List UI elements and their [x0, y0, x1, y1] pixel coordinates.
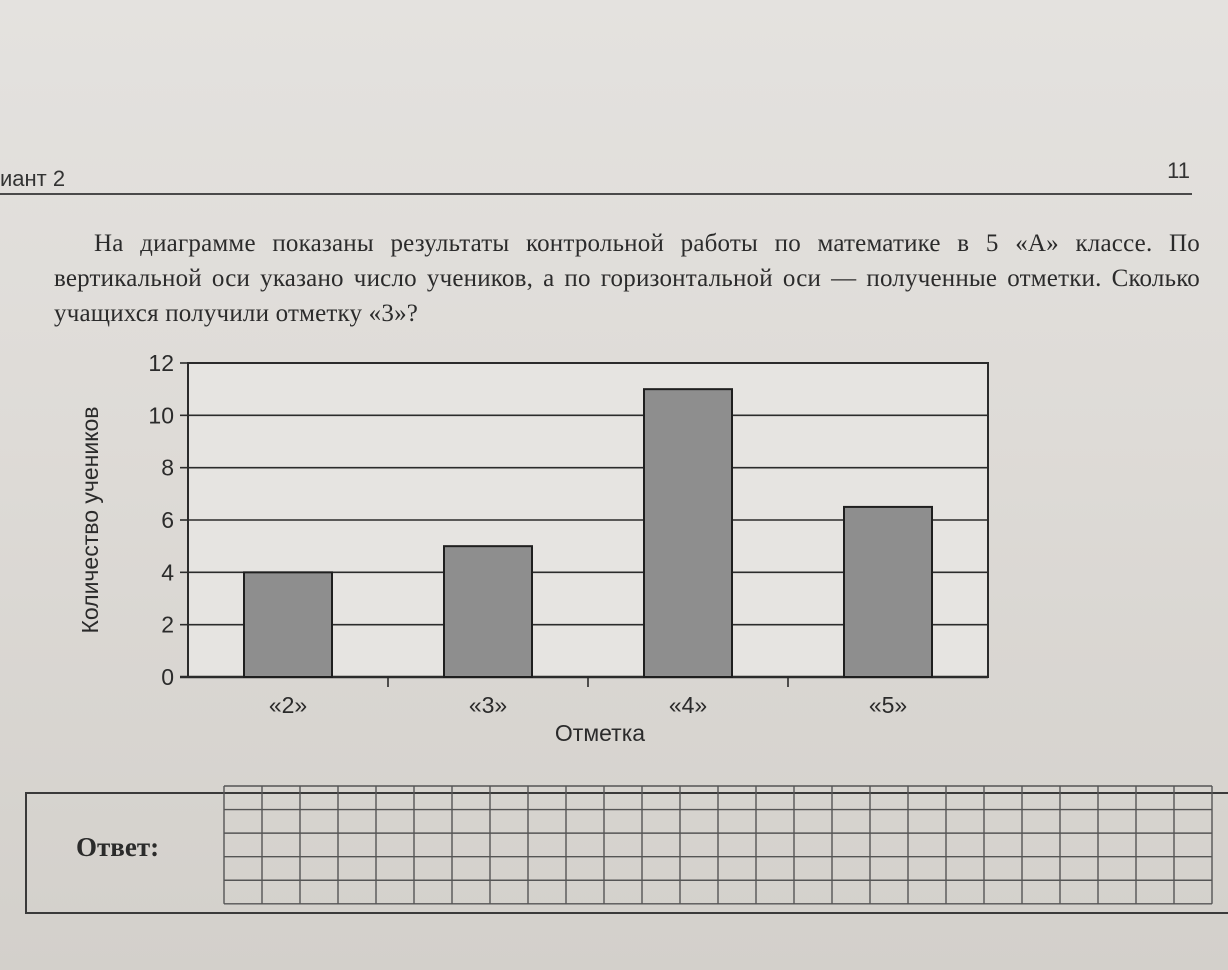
answer-label: Ответ:	[76, 832, 160, 862]
y-axis-label: Количество учеников	[77, 406, 103, 634]
x-tick-label: «3»	[468, 692, 508, 718]
task-text: На диаграмме показаны результаты контрольной работы по математике в 5 «А» классе. По вертикальной оси указано число учеников, а по горизонтальной оси — полученные отметки. Сколько учащихся получили отметку «3»?	[54, 230, 1200, 327]
y-tick-label: 8	[161, 454, 174, 481]
y-tick-label: 0	[161, 664, 174, 690]
header-rule	[0, 193, 1192, 195]
bar-3	[644, 389, 732, 677]
y-tick-label: 2	[161, 611, 174, 638]
answer-grid[interactable]	[222, 784, 1228, 910]
bar-4	[844, 507, 932, 677]
y-tick-label: 10	[148, 402, 174, 429]
page-number: 11	[1167, 158, 1190, 183]
x-axis-label: Отметка	[554, 720, 646, 746]
y-tick-label: 6	[161, 507, 174, 533]
y-tick-label: 4	[161, 559, 174, 586]
y-tick-label: 12	[148, 350, 174, 376]
bar-2	[444, 546, 532, 677]
x-tick-labels	[269, 692, 907, 718]
x-tick-label: «2»	[268, 692, 308, 718]
y-tick-labels	[148, 350, 174, 690]
x-tick-label: «4»	[668, 692, 708, 718]
x-tick-label: «5»	[868, 692, 908, 718]
bar-1	[244, 572, 332, 677]
bar-chart	[60, 345, 1040, 755]
running-head: иант 2	[0, 166, 66, 191]
